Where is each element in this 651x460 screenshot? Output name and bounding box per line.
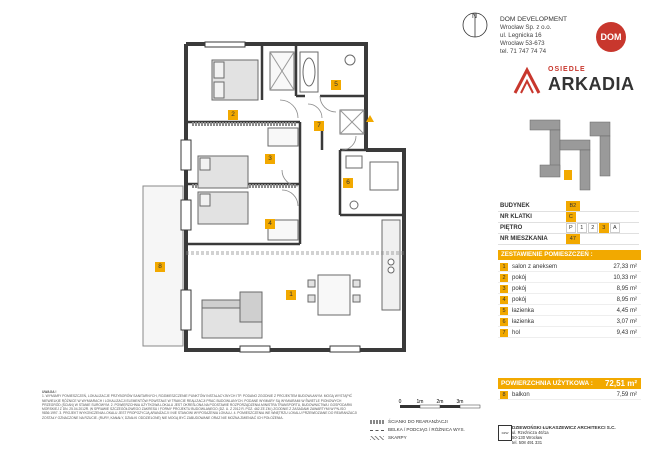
- plan-label-3: 3: [265, 154, 275, 164]
- room-area: 8,95 m²: [616, 286, 637, 292]
- scale-label-3m: 3m: [456, 399, 464, 405]
- architect-logo: DZW: [498, 425, 512, 441]
- legal-text: 1. WYMIARY POMIESZCZEŃ, LOKALIZACJE PRZYBORÓW SANITARNYCH, ROZMIESZCZENIE PUNKTÓW INSTALACYJNYCH ITP. PODANO ZGODNIE Z PROJEKTEM BUDOWLANYM. MOGĄ WYSTĄPIĆ NIEWIELKIE RÓŻNICE W WYMIARACH I LOKALIZACJI ELEMENTÓW POWSTAŁE W TRAKCIE REALIZACJI PRAC BUDOWLANYCH. PODANE WYMIARY SĄ WYMIARAMI W ŚWIETLE PIONOWYCH PRZEGRÓD (ŚCIAN) W STANIE SUROWYM. 2. POWIERZCHNIA UŻYTKOWA LOKALU JEST OKREŚLONA NA PODSTAWIE ROZPORZĄDZENIA MINISTRA TRANSPORTU, BUDOWNICTWA I GOSPODARKI MORSKIEJ Z DN. 25.04.2012R. W SPRAWIE SZCZEGÓŁOWEGO ZAKRESU I FORMY PROJEKTU BUDOWLANEGO (DZ. U. Z 2012 R. POZ. 462 ZE ZM.) ZGODNIE Z ZASADAMI ZAWARTYMI W PN-ISO 9836:1997. 3. PROJEKT WYKOŃCZENIA LOKALU JEST PROPOZYCJĄ ARANŻACJI I NIE STANOWI WYPOSAŻENIA LOKALU. 4. POMIESZCZENIA WE WNĘTRZU LOKALU PRZEWIDZIANE DO REARANŻACJI ZOSTAŁY OZNACZONE NA RZUCIE. (RURY, KANAŁY, DZIAŁKI ODDZIELONE) NIE MOGĄ BYĆ ZABUDOWANE ORAZ NIE MOŻNA ZMIENIAĆ ICH POŁOŻENIA.: [42, 394, 358, 420]
- legal-title: UWAGA !: [42, 390, 57, 394]
- north-label: N: [472, 13, 478, 20]
- building-label: BUDYNEK: [498, 201, 564, 212]
- legend-item: [370, 434, 465, 442]
- apartment-info-table: [498, 201, 639, 245]
- legend-item: [370, 418, 465, 426]
- room-name: pokój: [512, 275, 527, 281]
- room-area: 8,95 m²: [616, 297, 637, 303]
- developer-line3: Wrocław 53-673: [500, 40, 545, 47]
- room-name: salon z aneksem: [512, 264, 558, 270]
- floor-option-3: 3: [599, 223, 609, 233]
- floor-option-1: 1: [577, 223, 587, 233]
- usable-area-row: [498, 378, 641, 389]
- stair-value: C: [566, 212, 576, 222]
- site-key-plan: [520, 110, 620, 198]
- room-num: 1: [500, 263, 508, 271]
- brand-name: ARKADIA: [548, 74, 635, 94]
- plan-label-4: 4: [265, 219, 275, 229]
- balcony-row: [498, 390, 641, 400]
- arkadia-logo-icon: [512, 66, 542, 96]
- room-area: 10,33 m²: [613, 275, 637, 281]
- plan-label-5: 5: [331, 80, 341, 90]
- room-name: łazienka: [512, 308, 535, 314]
- legend-swatch: [370, 436, 384, 440]
- plan-label-7: 7: [314, 121, 324, 131]
- scale-label-2m: 2m: [436, 399, 444, 405]
- balcony-area: 7,59 m²: [616, 392, 637, 398]
- rooms-header: ZESTAWIENIE POMIESZCZEŃ :: [498, 250, 641, 260]
- room-name: hol: [512, 330, 521, 336]
- room-num: 6: [500, 318, 508, 326]
- floor-option-a: A: [610, 223, 620, 233]
- floor-option-2: 2: [588, 223, 598, 233]
- legend-item: [370, 426, 465, 434]
- room-num: 4: [500, 296, 508, 304]
- architect-info: [512, 425, 616, 445]
- room-row: [498, 328, 641, 338]
- apartment-label: NR MIESZKANIA: [498, 234, 564, 245]
- legend-swatch: [370, 430, 384, 431]
- apartment-value: 47: [566, 234, 580, 244]
- room-name: łazienka: [512, 319, 535, 325]
- scale-label-0: 0: [398, 399, 402, 405]
- room-row: [498, 262, 641, 272]
- floor-label: PIĘTRO: [498, 223, 564, 234]
- room-name: pokój: [512, 297, 527, 303]
- room-area: 9,43 m²: [616, 330, 637, 336]
- architect-line3: tel. 508 491 331: [512, 440, 543, 445]
- stair-label: NR KLATKI: [498, 212, 564, 223]
- room-row: [498, 295, 641, 305]
- developer-line4: tel. 71 747 74 74: [500, 48, 547, 55]
- floor-option-p: P: [566, 223, 576, 233]
- legend-label: ŚCIANKI DO REARANŻACJI: [388, 419, 448, 424]
- dom-logo: DOM: [596, 22, 626, 52]
- room-area: 3,07 m²: [616, 319, 637, 325]
- room-row: [498, 273, 641, 283]
- room-num: 2: [500, 274, 508, 282]
- room-num: 5: [500, 307, 508, 315]
- scale-label-1m: 1m: [416, 399, 424, 405]
- legal-note: [42, 390, 360, 420]
- plan-label-2: 2: [228, 110, 238, 120]
- developer-info: [500, 16, 567, 56]
- building-value: B2: [566, 201, 580, 211]
- plan-label-8: 8: [155, 262, 165, 272]
- legend: [370, 418, 465, 442]
- room-row: [498, 306, 641, 316]
- architect-line1: ul. Rzeźnicza 46/1a: [512, 430, 549, 435]
- room-row: [498, 284, 641, 294]
- room-area: 4,45 m²: [616, 308, 637, 314]
- balcony-num: 8: [500, 391, 508, 399]
- room-name: pokój: [512, 286, 527, 292]
- plan-label-6: 6: [343, 178, 353, 188]
- architect-line2: 50-130 Wrocław: [512, 435, 543, 440]
- room-num: 3: [500, 285, 508, 293]
- plan-label-1: 1: [286, 290, 296, 300]
- developer-line2: ul. Legnicka 16: [500, 32, 542, 39]
- legend-label: BELKA / PODCIĄG / RÓŻNICA WYS.: [388, 427, 465, 432]
- brand-prefix: OSIEDLE: [548, 66, 586, 73]
- room-row: [498, 317, 641, 327]
- room-num: 7: [500, 329, 508, 337]
- room-area: 27,33 m²: [613, 264, 637, 270]
- architect-name: DZIEWOŃSKI ŁUKASZEWICZ ARCHITEKCI S.C.: [512, 425, 616, 430]
- usable-area-label: POWIERZCHNIA UŻYTKOWA :: [501, 380, 593, 387]
- developer-name: DOM DEVELOPMENT: [500, 16, 568, 23]
- balcony-name: balkon: [512, 392, 530, 398]
- developer-line1: Wrocław Sp. z o.o.: [500, 24, 552, 31]
- legend-swatch: [370, 420, 384, 424]
- usable-area-value: 72,51 m²: [604, 379, 637, 388]
- legend-label: SKARPY: [388, 435, 407, 440]
